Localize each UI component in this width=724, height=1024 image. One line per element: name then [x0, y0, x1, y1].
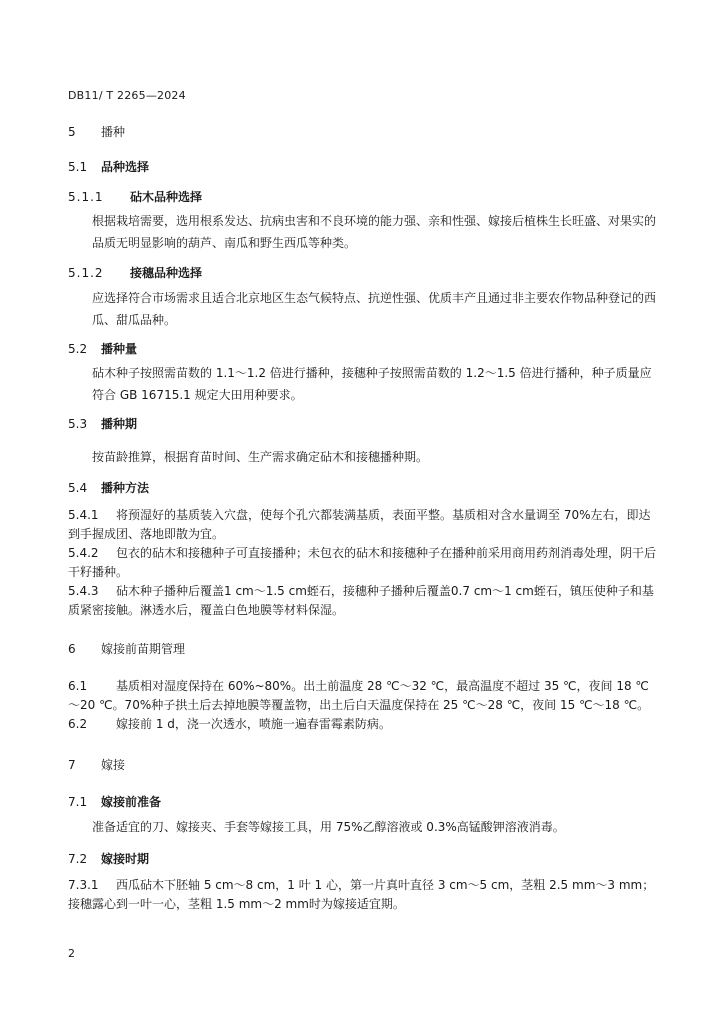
section-title: 品种选择: [101, 160, 150, 174]
section-number: 5.1.2: [68, 266, 104, 280]
section-7-1-heading: [68, 793, 161, 810]
paragraph: 根据栽培需要，选用根系发达、抗病虫害和不良环境的能力强、亲和性强、嫁接后植株生长旺盛、对果实的品质无明显影响的葫芦、南瓜和野生西瓜等种类。: [92, 214, 657, 250]
section-number: 7.1: [68, 795, 88, 809]
section-number: 5.1: [68, 160, 88, 174]
item-number: 5.4.2: [68, 546, 99, 560]
section-5-heading: [68, 123, 125, 140]
section-5-1-heading: [68, 158, 149, 175]
section-number: 5: [68, 125, 76, 139]
list-item-5-4-2: [68, 544, 658, 582]
section-title: 嫁接: [101, 758, 126, 772]
item-text: 砧木种子播种后覆盖1 cm～1.5 cm蛭石，接穗种子播种后覆盖0.7 cm～1 cm蛭石，镇压使种子和基质紧密接触。淋透水后，覆盖白色地膜等材料保湿。: [68, 584, 654, 617]
page-number: 2: [68, 947, 75, 960]
list-item-6-1: [68, 677, 658, 715]
list-item-5-4-1: [68, 506, 658, 544]
item-text: 包衣的砧木和接穗种子可直接播种；未包衣的砧木和接穗种子在播种前采用商用药剂消毒处理，阴干后干籽播种。: [68, 546, 657, 579]
section-title: 嫁接前苗期管理: [101, 642, 186, 656]
section-title: 播种期: [101, 417, 138, 431]
item-number: 6.1: [68, 679, 88, 693]
section-number: 5.1.1: [68, 190, 104, 204]
section-5-1-2-heading: [68, 264, 202, 281]
section-number: 6: [68, 642, 76, 656]
section-title: 播种: [101, 125, 126, 139]
list-item-6-2: [68, 715, 658, 734]
section-title: 嫁接前准备: [101, 795, 162, 809]
section-number: 7: [68, 758, 76, 772]
section-title: 接穗品种选择: [130, 266, 203, 280]
section-7-2-heading: [68, 850, 149, 867]
item-number: 5.4.3: [68, 584, 99, 598]
item-number: 5.4.1: [68, 508, 99, 522]
paragraph: 按苗龄推算，根据育苗时间、生产需求确定砧木和接穗播种期。: [92, 450, 429, 464]
section-5-1-1-text: [68, 210, 658, 254]
section-number: 5.4: [68, 481, 88, 495]
section-5-3-text: [68, 446, 658, 468]
section-title: 砧木品种选择: [130, 190, 203, 204]
section-title: 播种方法: [101, 481, 150, 495]
item-text: 基质相对湿度保持在 60%~80%。出土前温度 28 ℃～32 ℃，最高温度不超过 35 ℃，夜间 18 ℃～20 ℃。70%种子拱土后去掉地膜等覆盖物，出土后白天温度保持在 25 ℃～28 ℃，夜间 15 ℃～18 ℃。: [68, 679, 650, 712]
section-5-4-heading: [68, 479, 149, 496]
section-number: 7.2: [68, 852, 88, 866]
section-6-heading: [68, 640, 185, 657]
section-7-1-text: [68, 816, 658, 838]
section-5-1-2-text: [68, 287, 658, 331]
paragraph: 应选择符合市场需求且适合北京地区生态气候特点、抗逆性强、优质丰产且通过非主要农作物品种登记的西瓜、甜瓜品种。: [92, 291, 657, 327]
paragraph: 准备适宜的刀、嫁接夹、手套等嫁接工具，用 75%乙醇溶液或 0.3%高锰酸钾溶液消毒。: [92, 820, 565, 834]
section-5-1-1-heading: [68, 188, 202, 205]
section-number: 5.2: [68, 342, 88, 356]
item-text: 嫁接前 1 d，浇一次透水，喷施一遍春雷霉素防病。: [116, 717, 391, 731]
paragraph: 砧木种子按照需苗数的 1.1～1.2 倍进行播种，接穗种子按照需苗数的 1.2～1.5 倍进行播种，种子质量应符合 GB 16715.1 规定大田用种要求。: [92, 366, 652, 402]
section-7-heading: [68, 756, 125, 773]
standard-code-header: DB11/ T 2265—2024: [68, 89, 186, 102]
section-5-3-heading: [68, 415, 137, 432]
list-item-7-3-1: [68, 876, 658, 914]
item-text: 西瓜砧木下胚轴 5 cm～8 cm，1 叶 1 心，第一片真叶直径 3 cm～5 cm，茎粗 2.5 mm～3 mm；接穗露心到一叶一心，茎粗 1.5 mm～2 mm时为嫁接适宜期。: [68, 878, 655, 911]
item-number: 6.2: [68, 717, 88, 731]
section-5-2-text: [68, 362, 658, 406]
section-title: 嫁接时期: [101, 852, 150, 866]
section-5-2-heading: [68, 340, 137, 357]
section-title: 播种量: [101, 342, 138, 356]
list-item-5-4-3: [68, 582, 658, 620]
section-number: 5.3: [68, 417, 88, 431]
item-number: 7.3.1: [68, 878, 99, 892]
item-text: 将预湿好的基质装入穴盘，使每个孔穴都装满基质，表面平整。基质相对含水量调至 70%左右，即达到手握成团、落地即散为宜。: [68, 508, 651, 541]
